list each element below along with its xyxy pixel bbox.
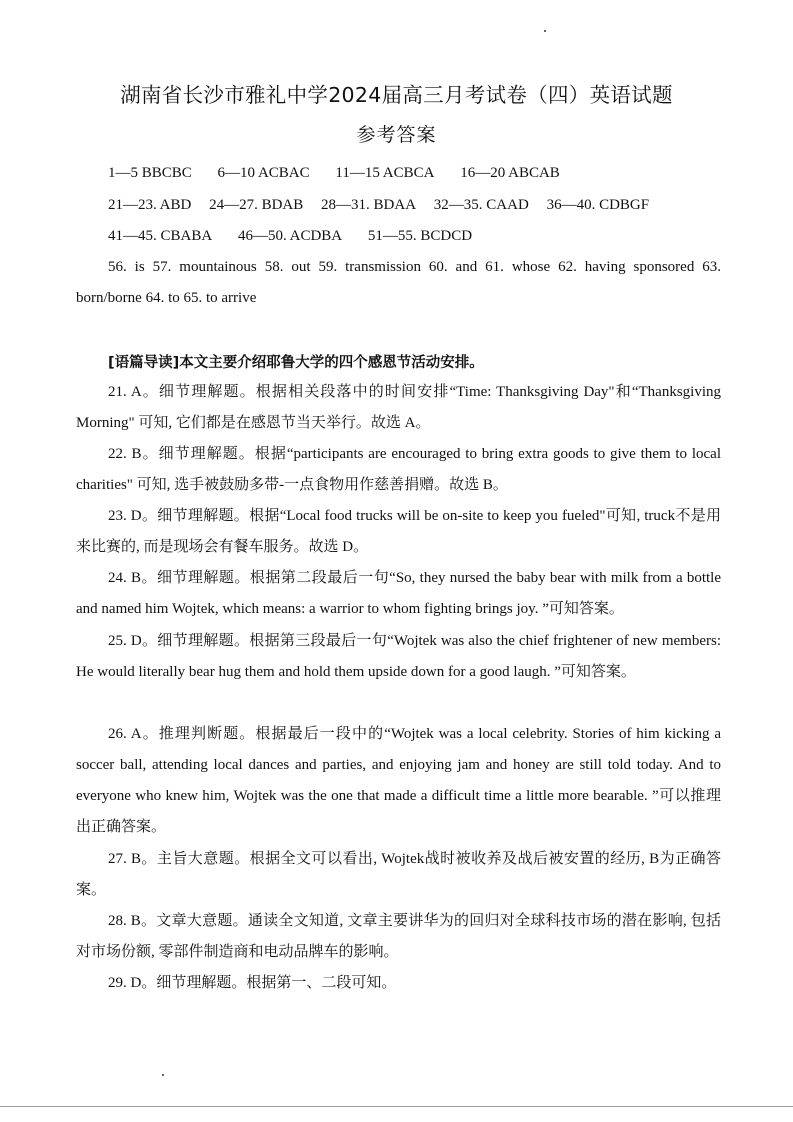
answer-group: 46—50. ACDBA xyxy=(237,228,343,244)
answer-row-3 xyxy=(108,228,494,245)
answer-group: 32—35. CAAD xyxy=(433,197,529,213)
reading-guide: [语篇导读]本文主要介绍耶鲁大学的四个感恩节活动安排。 xyxy=(108,355,484,371)
answer-group: 6—10 ACBAC xyxy=(217,165,310,181)
page-footer-rule xyxy=(0,1106,793,1107)
fill-in-answers: 56. is 57. mountainous 58. out 59. transmission 60. and 61. whose 62. having sponsored 63. born/borne 64. to 65. to arrive xyxy=(76,259,721,306)
top-mark xyxy=(544,30,546,32)
answer-group: 21—23. ABD xyxy=(108,197,192,213)
explanation-26: 26. A。推理判断题。根据最后一段中的“Wojtek was a local celebrity. Stories of him kicking a soccer ball, attending local dances and parties, and enjoying jam and honey are still told today. And to everyone who knew him, Wojtek was the one that made a difficult time a little more bearable. ”可以推理出正确答案。 xyxy=(76,726,721,835)
explanation-28: 28. B。文章大意题。通读全文知道, 文章主要讲华为的回归对全球科技市场的潜在影响, 包括对市场份额, 零部件制造商和电动品牌车的影响。 xyxy=(76,913,721,960)
answer-group: 11—15 ACBCA xyxy=(335,165,435,181)
explanation-22: 22. B。细节理解题。根据“participants are encouraged to bring extra goods to give them to local charities" 可知, 选手被鼓励多带-一点食物用作慈善捐赠。故选 B。 xyxy=(76,446,721,493)
answer-group: 41—45. CBABA xyxy=(108,228,213,244)
answer-group: 16—20 ABCAB xyxy=(460,165,560,181)
answer-group: 28—31. BDAA xyxy=(321,197,417,213)
answer-group: 51—55. BCDCD xyxy=(367,228,473,244)
answer-row-1 xyxy=(108,165,582,182)
explanation-24: 24. B。细节理解题。根据第二段最后一句“So, they nursed the baby bear with milk from a bottle and named him Wojtek, which means: a warrior to whom fighting brings joy. ”可知答案。 xyxy=(76,570,721,617)
explanation-21: 21. A。细节理解题。根据相关段落中的时间安排“Time: Thanksgiving Day"和“Thanksgiving Morning" 可知, 它们都是在感恩节当天举行。故选 A。 xyxy=(76,384,721,431)
answer-row-2 xyxy=(108,197,649,214)
explanation-29: 29. D。细节理解题。根据第一、二段可知。 xyxy=(108,975,397,991)
explanation-25: 25. D。细节理解题。根据第三段最后一句“Wojtek was also the chief frightener of new members: He would literally bear hug them and hold them upside down for a good laugh. ”可知答案。 xyxy=(76,633,721,680)
page-title: 湖南省长沙市雅礼中学2024届高三月考试卷（四）英语试题 xyxy=(120,83,673,107)
answer-group: 36—40. CDBGF xyxy=(546,197,650,213)
answer-group: 24—27. BDAB xyxy=(209,197,304,213)
explanation-27: 27. B。主旨大意题。根据全文可以看出, Wojtek战时被收养及战后被安置的经历, B为正确答案。 xyxy=(76,851,721,898)
answer-group: 1—5 BBCBC xyxy=(108,165,192,181)
page-subtitle: 参考答案 xyxy=(356,124,437,146)
bottom-mark xyxy=(162,1074,164,1076)
explanation-23: 23. D。细节理解题。根据“Local food trucks will be on-site to keep you fueled"可知, truck不是用来比赛的, 而是现场会有餐车服务。故选 D。 xyxy=(76,508,721,555)
